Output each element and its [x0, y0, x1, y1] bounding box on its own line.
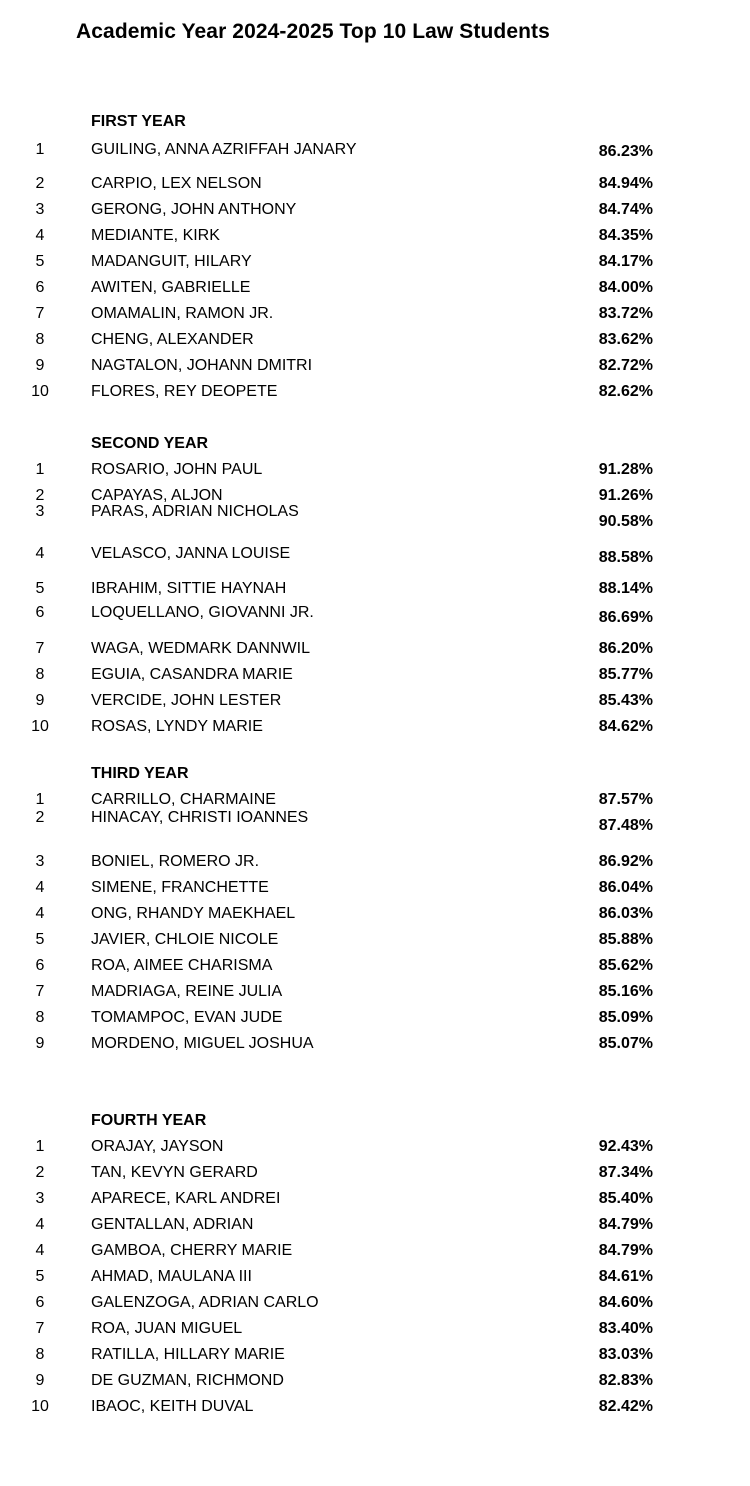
student-rank: 1: [35, 1138, 45, 1155]
student-name: CARRILLO, CHARMAINE: [91, 791, 276, 808]
student-score: 84.74%: [598, 201, 653, 218]
student-row: [0, 879, 750, 905]
student-score: 86.03%: [598, 905, 653, 922]
student-name: EGUIA, CASANDRA MARIE: [91, 666, 293, 683]
student-rank: 8: [35, 666, 45, 683]
student-name: VELASCO, JANNA LOUISE: [91, 545, 291, 562]
student-rank: 2: [35, 487, 45, 504]
student-name: ORAJAY, JAYSON: [91, 1138, 224, 1155]
student-row: [0, 931, 750, 957]
student-row: [0, 1320, 750, 1346]
student-name: MADRIAGA, REINE JULIA: [91, 983, 283, 1000]
student-rank: 3: [35, 201, 45, 218]
student-score: 92.43%: [598, 1138, 653, 1155]
student-row: [0, 201, 750, 227]
student-score: 83.03%: [598, 1346, 653, 1363]
student-score: 84.94%: [598, 175, 653, 192]
student-row: [0, 905, 750, 931]
student-name: GALENZOGA, ADRIAN CARLO: [91, 1294, 319, 1311]
section-heading: THIRD YEAR: [91, 765, 189, 782]
student-name: CAPAYAS, ALJON: [91, 487, 223, 504]
student-name: JAVIER, CHLOIE NICOLE: [91, 931, 279, 948]
student-name: BONIEL, ROMERO JR.: [91, 853, 260, 870]
student-score: 86.23%: [598, 143, 653, 160]
student-row: [0, 1138, 750, 1164]
student-row: [0, 1372, 750, 1398]
student-rank: 5: [35, 580, 45, 597]
student-rank: 6: [35, 279, 45, 296]
student-rank: 3: [35, 853, 45, 870]
student-row: [0, 357, 750, 383]
student-rank: 10: [31, 1398, 49, 1415]
student-rank: 9: [35, 357, 45, 374]
student-row: [0, 580, 750, 606]
student-score: 84.17%: [598, 253, 653, 270]
student-rank: 4: [35, 227, 45, 244]
student-rank: 4: [35, 879, 45, 896]
student-name: GENTALLAN, ADRIAN: [91, 1216, 254, 1233]
student-name: MORDENO, MIGUEL JOSHUA: [91, 1035, 314, 1052]
student-score: 84.60%: [598, 1294, 653, 1311]
student-score: 90.58%: [598, 513, 653, 530]
student-row: [0, 853, 750, 879]
student-name: GAMBOA, CHERRY MARIE: [91, 1242, 293, 1259]
student-name: RATILLA, HILLARY MARIE: [91, 1346, 285, 1363]
student-rank: 7: [35, 305, 45, 322]
student-rank: 2: [35, 175, 45, 192]
student-name: VERCIDE, JOHN LESTER: [91, 692, 282, 709]
student-name: CARPIO, LEX NELSON: [91, 175, 262, 192]
student-rank: 1: [35, 461, 45, 478]
student-row: [0, 809, 750, 843]
student-row: [0, 143, 750, 169]
student-name: IBRAHIM, SITTIE HAYNAH: [91, 580, 287, 597]
student-rank: 9: [35, 692, 45, 709]
student-rank: 6: [35, 1294, 45, 1311]
student-row: [0, 1268, 750, 1294]
page-title: Academic Year 2024-2025 Top 10 Law Students: [76, 20, 550, 43]
student-row: [0, 279, 750, 305]
student-score: 85.40%: [598, 1190, 653, 1207]
student-name: WAGA, WEDMARK DANNWIL: [91, 640, 310, 657]
student-row: [0, 253, 750, 279]
student-rank: 5: [35, 931, 45, 948]
student-rank: 1: [35, 791, 45, 808]
student-score: 85.16%: [598, 983, 653, 1000]
student-score: 82.42%: [598, 1398, 653, 1415]
student-name: MADANGUIT, HILARY: [91, 253, 252, 270]
student-score: 84.79%: [598, 1242, 653, 1259]
student-row: [0, 545, 750, 575]
student-score: 86.92%: [598, 853, 653, 870]
student-rank: 4: [35, 1242, 45, 1259]
student-row: [0, 1216, 750, 1242]
student-score: 87.57%: [598, 791, 653, 808]
section-heading: FOURTH YEAR: [91, 1112, 207, 1129]
student-name: TOMAMPOC, EVAN JUDE: [91, 1009, 283, 1026]
student-row: [0, 1294, 750, 1320]
student-rank: 4: [35, 1216, 45, 1233]
student-score: 84.62%: [598, 718, 653, 735]
student-row: [0, 383, 750, 409]
section-heading: FIRST YEAR: [91, 113, 186, 130]
student-name: LOQUELLANO, GIOVANNI JR.: [91, 604, 314, 621]
student-row: [0, 1242, 750, 1268]
student-row: [0, 503, 750, 539]
student-row: [0, 983, 750, 1009]
student-score: 86.20%: [598, 640, 653, 657]
student-score: 91.28%: [598, 461, 653, 478]
student-score: 85.77%: [598, 666, 653, 683]
student-score: 91.26%: [598, 487, 653, 504]
student-rank: 7: [35, 983, 45, 1000]
student-row: [0, 1346, 750, 1372]
student-score: 82.72%: [598, 357, 653, 374]
student-score: 86.04%: [598, 879, 653, 896]
student-name: OMAMALIN, RAMON JR.: [91, 305, 274, 322]
student-row: [0, 227, 750, 253]
student-rank: 4: [35, 545, 45, 562]
student-name: NAGTALON, JOHANN DMITRI: [91, 357, 313, 374]
student-score: 84.79%: [598, 1216, 653, 1233]
student-rank: 10: [31, 718, 49, 735]
student-rank: 2: [35, 809, 45, 826]
student-name: CHENG, ALEXANDER: [91, 331, 254, 348]
student-score: 88.58%: [598, 549, 653, 566]
student-rank: 10: [31, 383, 49, 400]
student-score: 88.14%: [598, 580, 653, 597]
student-name: GERONG, JOHN ANTHONY: [91, 201, 297, 218]
student-rank: 3: [35, 503, 45, 520]
student-row: [0, 1190, 750, 1216]
section-heading: SECOND YEAR: [91, 435, 209, 452]
student-name: ROSAS, LYNDY MARIE: [91, 718, 263, 735]
student-score: 86.69%: [598, 609, 653, 626]
student-name: ROA, JUAN MIGUEL: [91, 1320, 243, 1337]
student-score: 87.34%: [598, 1164, 653, 1181]
student-row: [0, 1009, 750, 1035]
student-name: ONG, RHANDY MAEKHAEL: [91, 905, 296, 922]
student-rank: 4: [35, 905, 45, 922]
student-score: 84.00%: [598, 279, 653, 296]
student-row: [0, 718, 750, 744]
student-name: AHMAD, MAULANA III: [91, 1268, 252, 1285]
student-score: 85.09%: [598, 1009, 653, 1026]
student-rank: 5: [35, 253, 45, 270]
student-name: ROA, AIMEE CHARISMA: [91, 957, 273, 974]
student-name: AWITEN, GABRIELLE: [91, 279, 251, 296]
student-rank: 1: [35, 141, 45, 158]
student-score: 87.48%: [598, 817, 653, 834]
student-rank: 5: [35, 1268, 45, 1285]
student-row: [0, 461, 750, 487]
student-row: [0, 175, 750, 201]
student-rank: 2: [35, 1164, 45, 1181]
student-row: [0, 957, 750, 983]
student-score: 84.35%: [598, 227, 653, 244]
student-name: MEDIANTE, KIRK: [91, 227, 220, 244]
student-row: [0, 1035, 750, 1061]
student-name: SIMENE, FRANCHETTE: [91, 879, 269, 896]
student-row: [0, 692, 750, 718]
student-row: [0, 604, 750, 635]
student-score: 82.62%: [598, 383, 653, 400]
student-rank: 7: [35, 1320, 45, 1337]
student-name: FLORES, REY DEOPETE: [91, 383, 278, 400]
student-rank: 8: [35, 331, 45, 348]
student-row: [0, 1398, 750, 1424]
student-rank: 9: [35, 1372, 45, 1389]
student-name: HINACAY, CHRISTI IOANNES: [91, 809, 309, 826]
student-score: 83.62%: [598, 331, 653, 348]
student-row: [0, 305, 750, 331]
student-rank: 9: [35, 1035, 45, 1052]
student-score: 85.07%: [598, 1035, 653, 1052]
student-row: [0, 640, 750, 666]
student-row: [0, 331, 750, 357]
student-rank: 3: [35, 1190, 45, 1207]
student-row: [0, 666, 750, 692]
student-score: 85.62%: [598, 957, 653, 974]
student-score: 85.43%: [598, 692, 653, 709]
student-name: APARECE, KARL ANDREI: [91, 1190, 281, 1207]
student-rank: 7: [35, 640, 45, 657]
student-name: IBAOC, KEITH DUVAL: [91, 1398, 254, 1415]
student-name: DE GUZMAN, RICHMOND: [91, 1372, 284, 1389]
student-name: GUILING, ANNA AZRIFFAH JANARY: [91, 141, 357, 158]
student-name: PARAS, ADRIAN NICHOLAS: [91, 503, 299, 520]
student-score: 84.61%: [598, 1268, 653, 1285]
student-rank: 6: [35, 604, 45, 621]
student-row: [0, 1164, 750, 1190]
student-rank: 8: [35, 1346, 45, 1363]
student-score: 83.72%: [598, 305, 653, 322]
student-rank: 6: [35, 957, 45, 974]
student-score: 83.40%: [598, 1320, 653, 1337]
student-rank: 8: [35, 1009, 45, 1026]
student-score: 82.83%: [598, 1372, 653, 1389]
student-name: TAN, KEVYN GERARD: [91, 1164, 258, 1181]
student-name: ROSARIO, JOHN PAUL: [91, 461, 263, 478]
student-score: 85.88%: [598, 931, 653, 948]
